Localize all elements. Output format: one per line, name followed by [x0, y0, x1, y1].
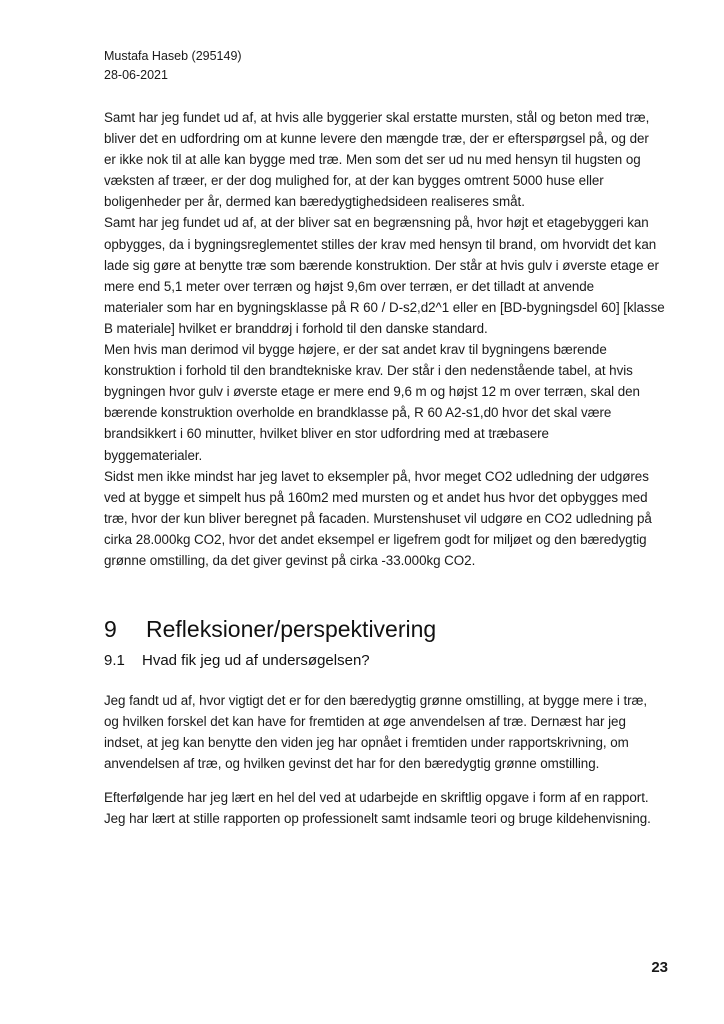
reflection-paragraph [104, 690, 668, 774]
text-line: B materiale] hvilket er branddrøj i forhold til den danske standard. [104, 320, 488, 336]
text-line: Samt har jeg fundet ud af, at der bliver sat en begrænsning på, hvor højt et etagebyggeri kan [104, 215, 649, 231]
text-line: indset, at jeg kan benytte den viden jeg har opnået i fremtiden under rapportskrivning, om [104, 735, 629, 751]
text-line: opbygges, da i bygningsreglementet stilles der krav med hensyn til brand, om hvorvidt det kan [104, 236, 657, 252]
text-line: materialer som har en bygningsklasse på R 60 / D-s2,d2^1 eller en [BD-bygningsdel 60] [klasse [104, 299, 665, 315]
text-line: brandsikkert i 60 minutter, hvilket bliver en stor udfordring med at træbasere [104, 426, 549, 442]
text-line: væksten af træer, er der dog mulighed for, at der kan bygges omtrent 5000 huse eller [104, 173, 604, 189]
text-line: er ikke nok til at alle kan bygge med træ. Men som det ser ud nu med hensyn til hugsten og [104, 152, 641, 168]
text-line: Jeg har lært at stille rapporten op professionelt samt indsamle teori og bruge kildehenvisning. [104, 811, 651, 827]
text-line: konstruktion i forhold til den brandtekniske krav. Der står i den nedenstående tabel, at hvis [104, 363, 633, 379]
text-line: Samt har jeg fundet ud af, at hvis alle byggerier skal erstatte mursten, stål og beton med træ, [104, 110, 650, 125]
text-line: grønne omstilling, da det giver gevinst på cirka -33.000kg CO2. [104, 552, 476, 568]
page-number: 23 [651, 959, 668, 976]
section-number: 9 [104, 616, 117, 642]
subsection-title: Hvad fik jeg ud af undersøgelsen? [142, 652, 370, 669]
text-line: anvendelsen af træ, og hvilken gevinst det har for den bæredygtig grønne omstilling. [104, 756, 600, 772]
page-header [104, 47, 242, 85]
text-line: ved at bygge et simpelt hus på 160m2 med mursten og et andet hus hvor det opbygges med [104, 489, 648, 505]
text-line: bærende konstruktion overholde en brandklasse på, R 60 A2-s1,d0 hvor det skal være [104, 405, 612, 421]
document-date: 28-06-2021 [104, 68, 168, 82]
text-line: mere end 5,1 meter over terræn og højst 9,6m over terræn, er det tilladt at anvende [104, 278, 595, 294]
text-line: byggematerialer. [104, 447, 203, 463]
text-line: boligenheder per år, dermed kan bæredygtighedsideen realiseres småt. [104, 194, 525, 210]
text-line: bygningen hvor gulv i øverste etage er mere end 9,6 m og højst 12 m over terræn, skal den [104, 384, 640, 400]
text-line: Sidst men ikke mindst har jeg lavet to eksempler på, hvor meget CO2 udledning der udgøres [104, 468, 649, 484]
learning-paragraph [104, 787, 668, 829]
section-title: Refleksioner/perspektivering [146, 616, 437, 642]
text-line: og hvilken forskel det kan have for fremtiden at øge anvendelsen af træ. Dernæst har jeg [104, 714, 626, 730]
text-line: Jeg fandt ud af, hvor vigtigt det er for den bæredygtig grønne omstilling, at bygge mere i træ, [104, 693, 648, 708]
text-line: Men hvis man derimod vil bygge højere, er der sat andet krav til bygningens bærende [104, 342, 607, 358]
subsection-number: 9.1 [104, 652, 125, 669]
text-line: cirka 28.000kg CO2, hvor det andet eksempel er ligefrem godt for miljøet og den bæredygtig [104, 531, 647, 547]
text-line: træ, hvor der kun bliver beregnet på facaden. Murstenshuset vil udgøre en CO2 udledning på [104, 510, 652, 526]
text-line: bliver det en udfordring om at kunne levere den mængde træ, der er efterspørgsel på, og der [104, 131, 649, 147]
section-heading [104, 615, 436, 643]
text-line: Efterfølgende har jeg lært en hel del ved at udarbejde en skriftlig opgave i form af en rapport. [104, 790, 649, 805]
findings-paragraphs [104, 107, 668, 571]
subsection-heading [104, 650, 370, 672]
text-line: lade sig gøre at benytte træ som bærende konstruktion. Der står at hvis gulv i øverste etage er [104, 257, 659, 273]
author-name: Mustafa Haseb (295149) [104, 49, 242, 63]
